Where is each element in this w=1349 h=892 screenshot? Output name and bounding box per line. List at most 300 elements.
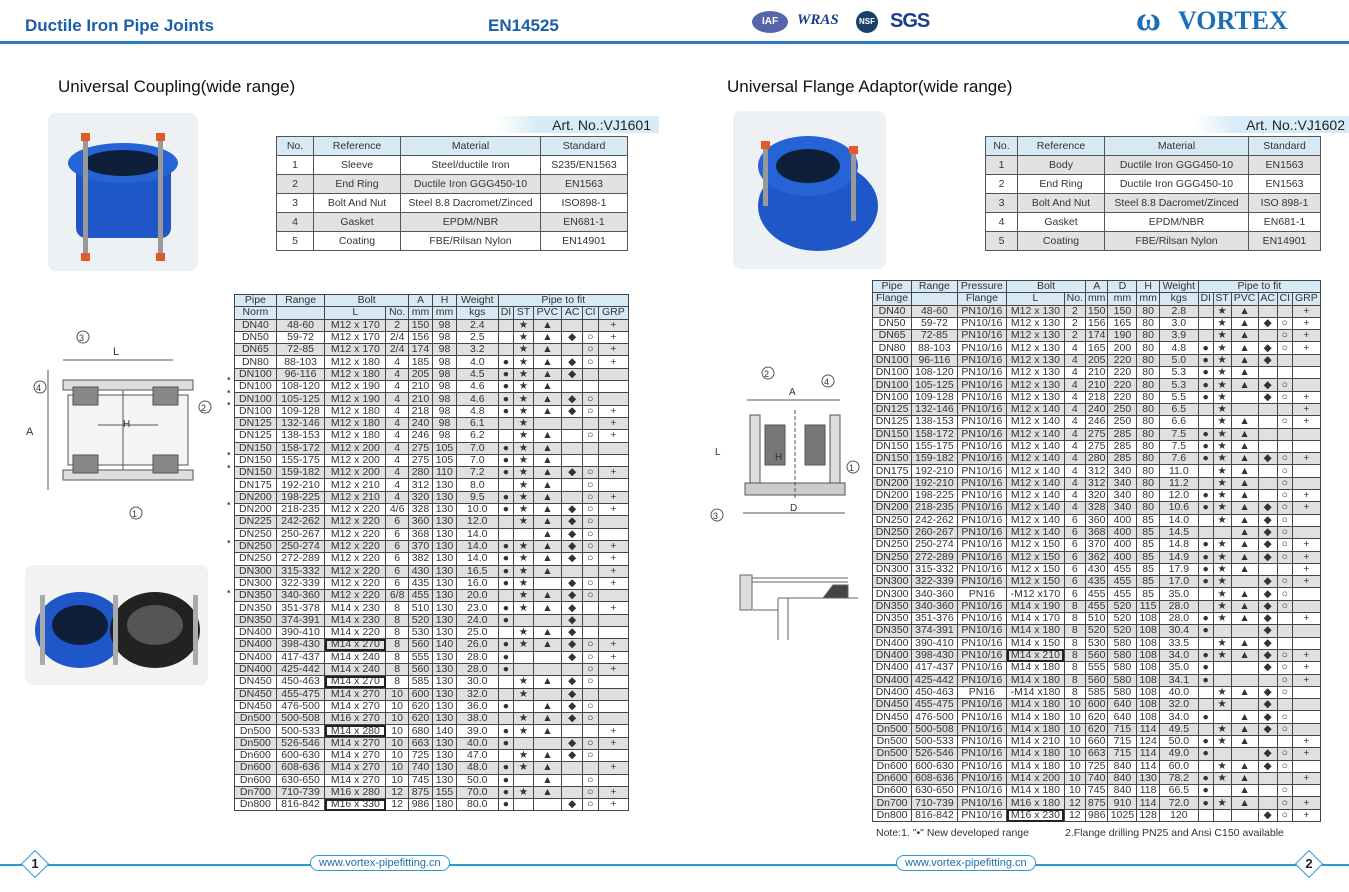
spec-cell: ○ [582,516,598,528]
spec-cell: M12 x 150 [1007,576,1065,588]
spec-cell: ○ [1277,588,1292,600]
spec-cell: 130 [432,504,456,516]
spec-cell: 600 [408,688,432,700]
spec-cell: M14 x 210 [1007,649,1065,661]
spec-cell: + [598,651,628,663]
spec-cell: PN10/16 [957,600,1006,612]
spec-cell [1198,305,1213,317]
spec-row [873,330,1321,342]
spec-cell: ● [498,405,514,417]
spec-cell: ★ [514,676,533,688]
spec-cell: ● [1198,539,1213,551]
spec-cell: ● [1198,735,1213,747]
spec-cell: 4 [1064,342,1085,354]
spec-cell: 520 [408,614,432,626]
spec-cell: PN10/16 [957,674,1006,686]
spec-cell: 28.0 [457,651,499,663]
spec-cell: 130 [432,479,456,491]
spec-cell: 80 [1137,403,1160,415]
spec-cell: ★ [1213,613,1231,625]
spec-cell [1258,563,1277,575]
spec-cell: 108 [1137,674,1160,686]
spec-cell: 285 [1108,453,1137,465]
spec-cell: M12 x 200 [325,442,386,454]
spec-cell: ▲ [1231,613,1258,625]
spec-cell: ○ [582,713,598,725]
spec-cell: + [1292,772,1320,784]
spec-cell: 105 [432,454,456,466]
spec-cell: 98 [432,381,456,393]
spec-cell: ○ [582,774,598,786]
spec-cell: M14 x 270 [325,749,386,761]
spec-cell: ★ [514,405,533,417]
spec-cell: 6 [386,565,409,577]
spec-cell [514,663,533,675]
spec-cell: 10 [1064,785,1085,797]
spec-cell [498,528,514,540]
spec-cell: ○ [582,479,598,491]
spec-cell [562,774,583,786]
spec-cell: 10 [386,725,409,737]
spec-cell: 500-533 [276,725,325,737]
spec-row [873,686,1321,698]
spec-cell: ▲ [533,700,562,712]
spec-cell: 455 [1085,600,1108,612]
spec-cell: 2 [1064,305,1085,317]
spec-cell [562,491,583,503]
website-link-left[interactable]: www.vortex-pipefitting.cn [310,855,450,871]
spec-cell: DN125 [873,416,912,428]
spec-cell [1198,403,1213,415]
svg-text:H: H [123,419,131,430]
spec-row [235,602,629,614]
spec-cell: PN10/16 [957,809,1006,821]
catalog-title: Ductile Iron Pipe Joints [25,16,214,35]
spec-cell: ★ [514,762,533,774]
spec-cell: 520 [1108,625,1137,637]
spec-cell: 6 [1064,588,1085,600]
spec-row [873,674,1321,686]
spec-cell: 400 [1108,514,1137,526]
spec-cell [1198,526,1213,538]
spec-cell: 108 [1137,613,1160,625]
spec-cell: M12 x 210 [325,491,386,503]
spec-cell [533,663,562,675]
spec-cell: 10 [386,774,409,786]
spec-cell: 108 [1137,699,1160,711]
spec-cell [598,479,628,491]
spec-cell: ◆ [562,590,583,602]
spec-cell: 220 [1108,391,1137,403]
spec-cell: 2.4 [457,319,499,331]
left-spec-body [235,319,629,811]
spec-cell: M12 x 180 [325,368,386,380]
spec-cell: ▲ [533,553,562,565]
spec-cell: ★ [514,344,533,356]
spec-cell: 17.0 [1159,576,1198,588]
spec-cell: 660 [1085,735,1108,747]
cell: EN681-1 [541,213,628,232]
spec-cell: 35.0 [1159,662,1198,674]
spec-cell [514,737,533,749]
spec-cell: 150 [408,319,432,331]
spec-cell: 4 [386,467,409,479]
spec-cell: 910 [1108,797,1137,809]
spec-cell: ○ [1277,477,1292,489]
col-mm: mm [432,307,456,319]
spec-cell: DN100 [873,379,912,391]
spec-cell: 240 [408,417,432,429]
spec-cell: ★ [1213,637,1231,649]
spec-cell: 4 [1064,502,1085,514]
spec-cell [498,319,514,331]
spec-row [235,368,629,380]
spec-cell: ★ [1213,453,1231,465]
spec-cell: ○ [582,356,598,368]
spec-cell: M12 x 220 [325,577,386,589]
spec-cell: 2 [386,319,409,331]
spec-cell: + [598,319,628,331]
spec-row [235,331,629,343]
cell: 3 [277,194,314,213]
spec-cell: 400 [1108,539,1137,551]
spec-cell: 59-72 [276,331,325,343]
spec-cell: M12 x 200 [325,454,386,466]
spec-cell: ◆ [562,614,583,626]
spec-cell: ● [1198,563,1213,575]
spec-cell: 14.0 [457,540,499,552]
spec-cell: ◆ [562,688,583,700]
spec-cell: 476-500 [276,700,325,712]
spec-cell: M12 x 220 [325,565,386,577]
spec-cell: ▲ [533,381,562,393]
spec-cell: DN100 [235,405,277,417]
spec-cell [514,528,533,540]
spec-cell: 8 [386,627,409,639]
spec-cell [598,442,628,454]
material-row [277,194,628,213]
spec-cell: 6.2 [457,430,499,442]
spec-cell: 608-636 [276,762,325,774]
spec-cell: 10 [1064,748,1085,760]
spec-cell: PN10/16 [957,379,1006,391]
spec-cell: ▲ [533,713,562,725]
spec-cell [1292,588,1320,600]
spec-cell: 246 [408,430,432,442]
flange-adaptor-photo [733,111,886,269]
spec-cell: 10 [386,762,409,774]
svg-text:2: 2 [201,403,207,413]
spec-cell: M12 x 220 [325,540,386,552]
spec-cell: 114 [1137,797,1160,809]
spec-cell: ★ [1213,735,1231,747]
spec-cell: 4 [386,417,409,429]
spec-cell: ★ [1213,797,1231,809]
spec-cell: 6.5 [1159,403,1198,415]
spec-cell: ▲ [1231,354,1258,366]
spec-cell: ◆ [562,356,583,368]
spec-cell: 14.8 [1159,539,1198,551]
spec-cell: 370 [1085,539,1108,551]
spec-cell: ● [1198,490,1213,502]
spec-cell: 10 [386,737,409,749]
col-st: ST [514,307,533,319]
spec-cell [582,614,598,626]
spec-cell: 455 [1108,576,1137,588]
svg-text:A: A [789,387,796,398]
spec-cell: ◆ [1258,588,1277,600]
spec-cell: 115 [1137,600,1160,612]
spec-cell: 220 [1108,354,1137,366]
spec-cell: 30.0 [457,676,499,688]
spec-cell: 6 [386,540,409,552]
spec-cell: 6 [1064,539,1085,551]
col-pipe-to-fit: Pipe to fit [498,295,628,307]
spec-cell: 986 [408,799,432,811]
col-no: No. [386,307,409,319]
left-art-number: Art. No.:VJ1601 [496,116,659,133]
spec-cell: 4 [386,393,409,405]
spec-cell: ▲ [533,786,562,798]
spec-cell: 98 [432,356,456,368]
spec-cell: ○ [1277,379,1292,391]
cell: EN1563 [1249,156,1321,175]
spec-cell: 816-842 [276,799,325,811]
website-link-right[interactable]: www.vortex-pipefitting.cn [896,855,1036,871]
spec-cell: DN350 [235,590,277,602]
spec-cell: 60.0 [1159,760,1198,772]
spec-row [235,356,629,368]
spec-cell [562,762,583,774]
spec-cell: M12 x 140 [1007,477,1065,489]
spec-cell: ● [1198,391,1213,403]
spec-row [235,442,629,454]
spec-cell [598,614,628,626]
spec-cell [562,381,583,393]
spec-cell: 156 [408,331,432,343]
spec-cell [582,602,598,614]
spec-row [235,700,629,712]
spec-cell: PN10/16 [957,440,1006,452]
spec-cell: 130 [432,553,456,565]
spec-cell: 105 [432,442,456,454]
spec-cell [1258,797,1277,809]
spec-cell: ★ [514,577,533,589]
spec-cell: + [1292,453,1320,465]
spec-cell: 88-103 [912,342,958,354]
spec-cell: 124 [1137,735,1160,747]
cell: Ductile Iron GGG450-10 [1105,175,1249,194]
spec-cell: ▲ [533,725,562,737]
col-h: H [432,295,456,307]
spec-cell: 450-463 [912,686,958,698]
spec-cell [1213,785,1231,797]
spec-cell: 109-128 [912,391,958,403]
spec-cell: 4 [386,405,409,417]
spec-cell: DN200 [873,490,912,502]
spec-cell: 8 [1064,637,1085,649]
svg-text:4: 4 [36,383,42,393]
spec-cell: 39.0 [457,725,499,737]
spec-cell: 205 [1085,354,1108,366]
spec-cell: 680 [408,725,432,737]
spec-cell: Dn700 [873,797,912,809]
spec-cell: M14 x 190 [1007,600,1065,612]
spec-cell: ▲ [1231,416,1258,428]
spec-cell: ★ [1213,576,1231,588]
spec-cell [498,676,514,688]
spec-cell [1198,330,1213,342]
spec-cell: PN10/16 [957,785,1006,797]
spec-cell: ◆ [562,528,583,540]
spec-cell: ★ [1213,330,1231,342]
spec-cell [1231,625,1258,637]
spec-cell: 340 [1108,477,1137,489]
spec-cell [1292,465,1320,477]
spec-cell: ★ [514,491,533,503]
spec-cell: 368 [408,528,432,540]
spec-cell: 10 [386,749,409,761]
cell: End Ring [314,175,401,194]
spec-row [235,749,629,761]
spec-cell: ▲ [533,565,562,577]
spec-cell: ▲ [533,774,562,786]
spec-cell: ● [498,614,514,626]
spec-cell: 192-210 [276,479,325,491]
spec-cell: 10 [1064,723,1085,735]
spec-row [873,797,1321,809]
spec-cell: 382 [408,553,432,565]
coupling-products-photo [25,565,208,685]
spec-cell: + [598,786,628,798]
spec-cell: 108 [1137,649,1160,661]
spec-cell: + [1292,551,1320,563]
spec-cell: 510 [408,602,432,614]
spec-cell: ★ [514,627,533,639]
spec-cell: 9.5 [457,491,499,503]
spec-row [235,688,629,700]
spec-cell: ◆ [1258,809,1277,821]
spec-cell: 140 [432,639,456,651]
spec-cell: M14 x 180 [1007,674,1065,686]
spec-cell: PN10/16 [957,453,1006,465]
spec-cell [1292,526,1320,538]
spec-cell: ★ [1213,563,1231,575]
spec-cell [582,319,598,331]
spec-cell: + [1292,416,1320,428]
spec-cell: 351-378 [276,602,325,614]
spec-cell: ★ [514,602,533,614]
spec-cell: PN10/16 [957,735,1006,747]
spec-row [873,748,1321,760]
spec-cell: 200 [1108,342,1137,354]
spec-row [873,625,1321,637]
spec-cell: DN400 [873,649,912,661]
spec-cell [562,565,583,577]
footer-divider [0,864,1349,866]
spec-cell: 455-475 [276,688,325,700]
spec-cell: 640 [1108,699,1137,711]
right-section-title: Universal Flange Adaptor(wide range) [727,77,1013,96]
spec-cell: ○ [1277,686,1292,698]
spec-cell: ● [1198,342,1213,354]
spec-cell: ▲ [1231,367,1258,379]
spec-cell: ◆ [1258,625,1277,637]
spec-cell: ◆ [562,331,583,343]
spec-cell: DN100 [873,367,912,379]
spec-cell [498,688,514,700]
cell: EN14901 [1249,232,1321,251]
spec-cell: 40.0 [1159,686,1198,698]
spec-cell: ◆ [562,504,583,516]
spec-cell [1277,403,1292,415]
spec-cell [598,381,628,393]
spec-cell: DN350 [235,614,277,626]
spec-cell: ▲ [1231,785,1258,797]
spec-cell: Dn600 [235,749,277,761]
col-pipe-to-fit: Pipe to fit [1198,281,1320,293]
spec-cell: ◆ [1258,748,1277,760]
spec-cell: 30.4 [1159,625,1198,637]
spec-cell: ● [498,467,514,479]
spec-cell: 150 [1085,305,1108,317]
spec-cell: + [598,639,628,651]
spec-cell: 14.9 [1159,551,1198,563]
spec-cell: 500-533 [912,735,958,747]
spec-cell: 34.0 [1159,649,1198,661]
spec-cell: 7.2 [457,467,499,479]
spec-cell: 32.0 [1159,699,1198,711]
spec-cell: 4.5 [457,368,499,380]
cell: 1 [986,156,1018,175]
svg-text:2: 2 [764,369,770,379]
spec-cell: ● [1198,367,1213,379]
col-l: L [1007,293,1065,305]
spec-cell: M12 x 140 [1007,526,1065,538]
coupling-photo [48,113,198,271]
spec-cell: 8 [1064,649,1085,661]
spec-cell: M12 x 140 [1007,416,1065,428]
spec-cell: + [598,504,628,516]
spec-cell: ○ [1277,600,1292,612]
spec-cell: ● [498,577,514,589]
spec-row [873,649,1321,661]
spec-row [235,725,629,737]
spec-cell: ○ [1277,551,1292,563]
spec-cell: ● [498,725,514,737]
spec-cell: ◆ [562,676,583,688]
spec-cell: 8.0 [457,479,499,491]
spec-cell: Dn600 [235,774,277,786]
spec-cell: DN125 [873,403,912,415]
header-divider [0,41,1349,44]
spec-row [235,344,629,356]
spec-cell: PN16 [957,686,1006,698]
spec-cell: ○ [1277,526,1292,538]
spec-row [873,662,1321,674]
spec-cell: M14 x 220 [325,627,386,639]
spec-cell: 10 [1064,711,1085,723]
spec-cell: ● [498,442,514,454]
spec-cell [1277,699,1292,711]
spec-cell: DN400 [873,686,912,698]
spec-cell: + [1292,797,1320,809]
spec-cell: ● [1198,453,1213,465]
spec-cell: 28.0 [1159,600,1198,612]
spec-cell: M12 x 130 [1007,330,1065,342]
col-mm: mm [1108,293,1137,305]
spec-cell: M12 x 140 [1007,490,1065,502]
